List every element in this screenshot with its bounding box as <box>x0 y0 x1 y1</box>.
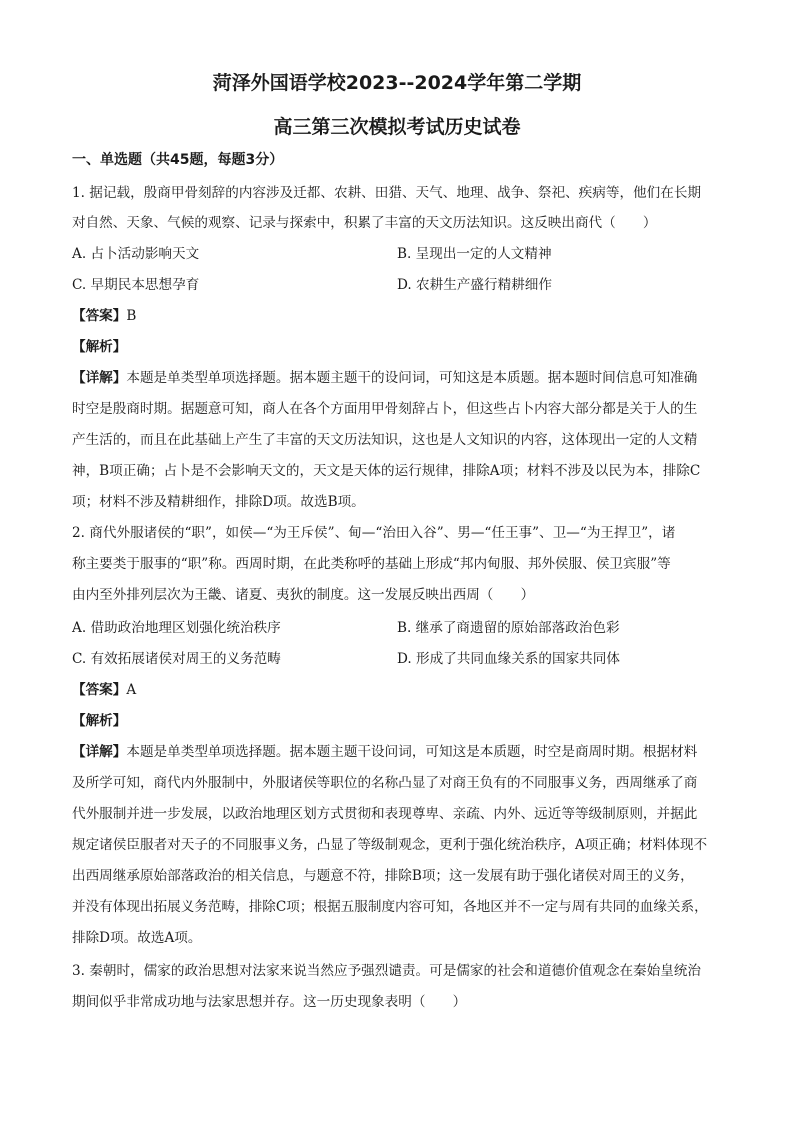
exam-title-line1: 菏泽外国语学校2023--2024学年第二学期 <box>212 72 582 94</box>
q2-detail-text1: 本题是单类型单项选择题。据本题主题干设问词，可知这是本质题，时空是商周时期。根据材料 <box>126 744 698 760</box>
q3-stem-line1: 3. 秦朝时，儒家的政治思想对法家来说当然应予强烈谴责。可是儒家的社会和道德价值观念在秦始皇统治 <box>72 963 702 979</box>
q2-detail-line5: 出西周继承原始部落政治的相关信息，与题意不符，排除B项；这一发展有助于强化诸侯对周王的义务， <box>72 868 694 884</box>
q2-detail-line7: 排除D项。故选A项。 <box>72 930 202 946</box>
q2-detail-line3: 代外服制并进一步发展，以政治地理区划方式贯彻和表现尊卑、亲疏、内外、远近等等级制原则，并据此 <box>72 806 698 822</box>
q1-analysis-tag: 【解析】 <box>72 339 127 355</box>
exam-title-line2: 高三第三次模拟考试历史试卷 <box>273 116 521 138</box>
q2-answer-value: A <box>126 682 137 698</box>
q2-option-c: C. 有效拓展诸侯对周王的义务范畴 <box>72 651 281 667</box>
q2-answer-tag: 【答案】 <box>72 682 127 698</box>
q1-stem-line2: 对自然、天象、气候的观察、记录与探索中，积累了丰富的天文历法知识。这反映出商代（ ） <box>72 215 657 231</box>
q1-option-a: A. 占卜活动影响天文 <box>72 246 200 262</box>
q1-option-b: B. 呈现出一定的人文精神 <box>397 246 552 262</box>
q1-detail-line3: 产生活的，而且在此基础上产生了丰富的天文历法知识，这也是人文知识的内容，这体现出一定的人文精 <box>72 432 698 448</box>
q1-detail-line5: 项；材料不涉及精耕细作，排除D项。故选B项。 <box>72 494 365 510</box>
q2-analysis-tag: 【解析】 <box>72 713 127 729</box>
q2-detail-tag: 【详解】 <box>72 744 127 760</box>
q2-detail-line1 <box>72 742 732 762</box>
q1-detail-line2: 时空是殷商时期。据题意可知，商人在各个方面用甲骨刻辞占卜，但这些占卜内容大部分都是关于人的生 <box>72 401 698 417</box>
q2-stem-line1: 2. 商代外服诸侯的“职”，如侯—“为王斥侯”、甸—“治田入谷”、男—“任王事”、卫—“为王捍卫”，诸 <box>72 525 676 541</box>
q1-detail-line1 <box>72 368 732 388</box>
q1-option-c: C. 早期民本思想孕育 <box>72 277 200 293</box>
q2-stem-line3: 由内至外排列层次为王畿、诸夏、夷狄的制度。这一发展反映出西周（ ） <box>72 587 535 603</box>
q1-detail-text1: 本题是单类型单项选择题。据本题主题干的设问词，可知这是本质题。据本题时间信息可知准确 <box>126 370 698 386</box>
q1-answer-tag: 【答案】 <box>72 308 127 324</box>
q2-answer <box>72 680 136 700</box>
q2-detail-line2: 及所学可知，商代内外服制中，外服诸侯等职位的名称凸显了对商王负有的不同服事义务，西周继承了商 <box>72 775 698 791</box>
q2-option-d: D. 形成了共同血缘关系的国家共同体 <box>397 651 620 667</box>
q2-detail-line6: 并没有体现出拓展义务范畴，排除C项；根据五服制度内容可知，各地区并不一定与周有共同的血缘关系， <box>72 899 708 915</box>
q2-detail-line4: 规定诸侯臣服者对天子的不同服事义务，凸显了等级制观念，更利于强化统治秩序，A项正确；材料体现不 <box>72 837 708 853</box>
q2-option-b: B. 继承了商遗留的原始部落政治色彩 <box>397 620 620 636</box>
q3-stem-line2: 期间似乎非常成功地与法家思想并存。这一历史现象表明（ ） <box>72 994 467 1010</box>
section-heading: 一、单选题（共45题，每题3分） <box>72 152 284 168</box>
q1-answer-value: B <box>126 308 137 324</box>
q1-detail-tag: 【详解】 <box>72 370 127 386</box>
q2-stem-line2: 称主要类于服事的“职”称。西周时期，在此类称呼的基础上形成“邦内甸服、邦外侯服、侯卫宾服”等 <box>72 556 671 572</box>
q1-option-d: D. 农耕生产盛行精耕细作 <box>397 277 552 293</box>
q2-option-a: A. 借助政治地理区划强化统治秩序 <box>72 620 281 636</box>
q1-stem-line1: 1. 据记载，殷商甲骨刻辞的内容涉及迁都、农耕、田猎、天气、地理、战争、祭祀、疾病等，他们在长期 <box>72 185 702 201</box>
q1-detail-line4: 神，B项正确；占卜是不会影响天文的，天文是天体的运行规律，排除A项；材料不涉及以民为本，排除C <box>72 463 701 479</box>
q1-answer <box>72 306 136 326</box>
